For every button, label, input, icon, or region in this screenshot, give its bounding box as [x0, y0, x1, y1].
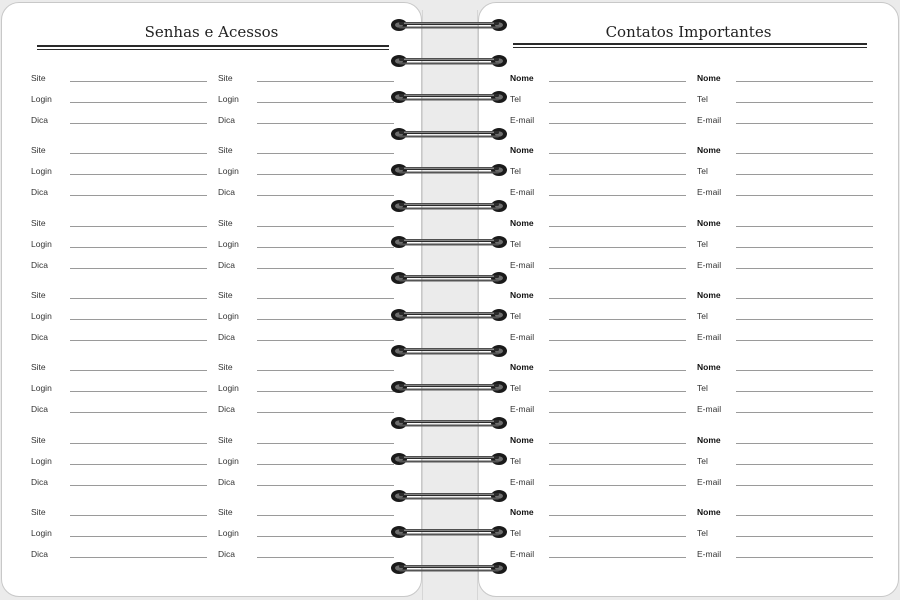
right-page: [478, 2, 899, 597]
field-login[interactable]: [31, 307, 207, 321]
field-site[interactable]: [218, 286, 394, 300]
write-line[interactable]: [70, 515, 207, 516]
field-label: Login: [31, 527, 52, 538]
binder-ring-icon: [390, 525, 508, 539]
write-line[interactable]: [70, 536, 207, 537]
field-nome[interactable]: [510, 503, 686, 517]
field-login[interactable]: [218, 235, 394, 249]
field-label: Nome: [510, 73, 534, 83]
field-label: Login: [218, 310, 239, 321]
field-tel[interactable]: [510, 379, 686, 393]
write-line[interactable]: [70, 102, 207, 103]
write-line[interactable]: [257, 464, 394, 465]
binder-ring-icon: [390, 489, 508, 503]
field-label: E-mail: [697, 259, 722, 270]
binder-ring-icon: [390, 90, 508, 104]
field-login[interactable]: [218, 162, 394, 176]
write-line[interactable]: [549, 319, 686, 320]
write-line[interactable]: [257, 443, 394, 444]
field-label: E-mail: [697, 331, 722, 342]
field-label: Nome: [510, 145, 534, 156]
write-line[interactable]: [736, 226, 873, 227]
write-line[interactable]: [736, 340, 873, 341]
write-line[interactable]: [736, 268, 873, 269]
write-line[interactable]: [257, 536, 394, 537]
write-line[interactable]: [257, 174, 394, 175]
field-label: Nome: [510, 217, 534, 228]
field-dica[interactable]: [218, 183, 394, 197]
write-line[interactable]: [70, 195, 207, 196]
field-label: Site: [31, 73, 46, 83]
field-nome[interactable]: [697, 141, 873, 155]
write-line[interactable]: [736, 81, 873, 82]
field-label: Tel: [510, 310, 521, 321]
field-label: Tel: [510, 238, 521, 249]
field-nome[interactable]: [697, 69, 873, 83]
field-label: E-mail: [697, 115, 722, 125]
field-label: E-mail: [510, 115, 535, 125]
field-email[interactable]: [697, 473, 873, 487]
field-email[interactable]: [510, 328, 686, 342]
field-site[interactable]: [31, 214, 207, 228]
write-line[interactable]: [736, 557, 873, 558]
binder-ring-icon: [390, 380, 508, 394]
field-tel[interactable]: [697, 379, 873, 393]
write-line[interactable]: [70, 391, 207, 392]
field-tel[interactable]: [510, 235, 686, 249]
field-dica[interactable]: [31, 545, 207, 559]
write-line[interactable]: [257, 412, 394, 413]
field-tel[interactable]: [510, 452, 686, 466]
write-line[interactable]: [70, 464, 207, 465]
write-line[interactable]: [549, 123, 686, 124]
write-line[interactable]: [549, 81, 686, 82]
write-line[interactable]: [736, 485, 873, 486]
field-site[interactable]: [218, 141, 394, 155]
field-email[interactable]: [697, 328, 873, 342]
field-label: Site: [218, 145, 233, 156]
write-line[interactable]: [70, 340, 207, 341]
field-label: Login: [218, 238, 239, 249]
field-label: Tel: [697, 527, 708, 538]
field-login[interactable]: [218, 452, 394, 466]
write-line[interactable]: [257, 340, 394, 341]
field-login[interactable]: [218, 90, 394, 104]
write-line[interactable]: [257, 485, 394, 486]
right-page-title: Contatos Importantes: [605, 23, 772, 41]
field-label: E-mail: [510, 404, 535, 415]
write-line[interactable]: [257, 319, 394, 320]
field-tel[interactable]: [697, 452, 873, 466]
binder-ring-icon: [390, 235, 508, 249]
binder-ring-icon: [390, 54, 508, 68]
left-page-title: Senhas e Acessos: [144, 23, 279, 41]
write-line[interactable]: [257, 123, 394, 124]
write-line[interactable]: [549, 391, 686, 392]
field-label: Dica: [31, 404, 49, 415]
write-line[interactable]: [70, 370, 207, 371]
write-line[interactable]: [549, 268, 686, 269]
field-label: Nome: [697, 145, 721, 156]
write-line[interactable]: [549, 174, 686, 175]
field-site[interactable]: [31, 69, 207, 83]
field-dica[interactable]: [31, 111, 207, 125]
field-label: Site: [218, 506, 233, 517]
write-line[interactable]: [549, 298, 686, 299]
write-line[interactable]: [736, 515, 873, 516]
field-label: Site: [31, 145, 46, 156]
field-site[interactable]: [31, 141, 207, 155]
write-line[interactable]: [736, 370, 873, 371]
field-site[interactable]: [31, 358, 207, 372]
write-line[interactable]: [736, 536, 873, 537]
field-label: Login: [218, 94, 239, 104]
field-tel[interactable]: [510, 307, 686, 321]
field-label: Site: [218, 73, 233, 83]
write-line[interactable]: [257, 102, 394, 103]
binder-ring-icon: [390, 127, 508, 141]
field-site[interactable]: [218, 503, 394, 517]
field-label: Login: [31, 455, 52, 466]
write-line[interactable]: [70, 443, 207, 444]
field-email[interactable]: [697, 183, 873, 197]
binder-ring-icon: [390, 18, 508, 32]
write-line[interactable]: [70, 412, 207, 413]
field-label: Dica: [31, 548, 49, 559]
field-tel[interactable]: [697, 235, 873, 249]
field-tel[interactable]: [510, 524, 686, 538]
field-login[interactable]: [31, 90, 207, 104]
right-title-rule: [513, 43, 867, 48]
field-nome[interactable]: [697, 503, 873, 517]
field-nome[interactable]: [510, 431, 686, 445]
field-label: Nome: [697, 289, 721, 300]
left-page: [1, 2, 422, 597]
write-line[interactable]: [257, 391, 394, 392]
write-line[interactable]: [70, 268, 207, 269]
write-line[interactable]: [70, 319, 207, 320]
field-email[interactable]: [697, 400, 873, 414]
field-label: E-mail: [697, 187, 722, 198]
write-line[interactable]: [549, 557, 686, 558]
write-line[interactable]: [549, 153, 686, 154]
write-line[interactable]: [549, 102, 686, 103]
field-email[interactable]: [510, 256, 686, 270]
field-label: Login: [31, 383, 52, 394]
write-line[interactable]: [549, 536, 686, 537]
field-label: Login: [218, 383, 239, 394]
field-label: Dica: [218, 259, 236, 270]
write-line[interactable]: [257, 247, 394, 248]
field-label: E-mail: [697, 404, 722, 415]
field-label: Nome: [510, 362, 534, 373]
field-nome[interactable]: [697, 214, 873, 228]
field-email[interactable]: [697, 111, 873, 125]
binder-ring-icon: [390, 416, 508, 430]
field-label: Site: [31, 217, 46, 228]
field-label: E-mail: [510, 476, 535, 487]
field-site[interactable]: [218, 431, 394, 445]
write-line[interactable]: [257, 195, 394, 196]
field-label: Nome: [697, 434, 721, 445]
field-site[interactable]: [218, 214, 394, 228]
field-login[interactable]: [218, 524, 394, 538]
write-line[interactable]: [736, 443, 873, 444]
write-line[interactable]: [549, 485, 686, 486]
field-label: Tel: [697, 310, 708, 321]
field-label: Nome: [697, 362, 721, 373]
field-label: Nome: [510, 506, 534, 517]
field-tel[interactable]: [510, 90, 686, 104]
field-dica[interactable]: [218, 545, 394, 559]
field-dica[interactable]: [31, 328, 207, 342]
binder-ring-icon: [390, 561, 508, 575]
field-label: Dica: [218, 187, 236, 198]
field-label: Dica: [218, 548, 236, 559]
write-line[interactable]: [70, 81, 207, 82]
field-label: Login: [31, 94, 52, 104]
field-label: Dica: [218, 476, 236, 487]
field-label: E-mail: [510, 548, 535, 559]
field-site[interactable]: [31, 286, 207, 300]
field-email[interactable]: [510, 111, 686, 125]
field-label: Login: [31, 238, 52, 249]
write-line[interactable]: [257, 268, 394, 269]
field-label: Login: [218, 455, 239, 466]
field-tel[interactable]: [697, 90, 873, 104]
field-label: Tel: [510, 455, 521, 466]
field-tel[interactable]: [697, 307, 873, 321]
write-line[interactable]: [549, 412, 686, 413]
binder-ring-icon: [390, 271, 508, 285]
field-label: Login: [218, 166, 239, 177]
write-line[interactable]: [736, 123, 873, 124]
field-label: Site: [31, 434, 46, 445]
binder-ring-icon: [390, 308, 508, 322]
field-label: Tel: [697, 94, 708, 104]
field-dica[interactable]: [218, 256, 394, 270]
field-dica[interactable]: [31, 183, 207, 197]
field-label: Tel: [510, 527, 521, 538]
field-label: Dica: [31, 115, 49, 125]
write-line[interactable]: [736, 195, 873, 196]
write-line[interactable]: [736, 247, 873, 248]
field-label: Tel: [697, 383, 708, 394]
field-label: Dica: [31, 476, 49, 487]
write-line[interactable]: [257, 153, 394, 154]
write-line[interactable]: [257, 370, 394, 371]
field-label: Site: [218, 289, 233, 300]
field-label: Site: [31, 289, 46, 300]
field-label: Site: [218, 362, 233, 373]
field-nome[interactable]: [697, 358, 873, 372]
field-label: Dica: [218, 404, 236, 415]
write-line[interactable]: [736, 412, 873, 413]
write-line[interactable]: [257, 226, 394, 227]
write-line[interactable]: [549, 515, 686, 516]
field-label: Nome: [697, 73, 721, 83]
write-line[interactable]: [70, 247, 207, 248]
write-line[interactable]: [549, 443, 686, 444]
field-label: E-mail: [510, 187, 535, 198]
write-line[interactable]: [549, 464, 686, 465]
field-label: Site: [31, 362, 46, 373]
field-label: Nome: [510, 434, 534, 445]
field-tel[interactable]: [697, 524, 873, 538]
field-site[interactable]: [218, 358, 394, 372]
field-email[interactable]: [510, 473, 686, 487]
field-label: Nome: [697, 217, 721, 228]
write-line[interactable]: [736, 391, 873, 392]
field-email[interactable]: [510, 400, 686, 414]
field-email[interactable]: [697, 256, 873, 270]
field-login[interactable]: [31, 452, 207, 466]
write-line[interactable]: [70, 298, 207, 299]
field-label: Dica: [31, 187, 49, 198]
field-label: Dica: [218, 115, 236, 125]
field-label: Login: [31, 166, 52, 177]
field-email[interactable]: [510, 183, 686, 197]
field-label: Nome: [510, 289, 534, 300]
field-label: E-mail: [697, 548, 722, 559]
write-line[interactable]: [736, 174, 873, 175]
field-label: Site: [31, 506, 46, 517]
field-nome[interactable]: [697, 431, 873, 445]
field-dica[interactable]: [31, 256, 207, 270]
field-label: Tel: [510, 383, 521, 394]
write-line[interactable]: [257, 557, 394, 558]
field-label: Tel: [697, 166, 708, 177]
write-line[interactable]: [736, 298, 873, 299]
field-dica[interactable]: [218, 328, 394, 342]
field-site[interactable]: [31, 503, 207, 517]
write-line[interactable]: [549, 370, 686, 371]
field-site[interactable]: [218, 69, 394, 83]
field-label: Tel: [510, 94, 521, 104]
write-line[interactable]: [70, 153, 207, 154]
write-line[interactable]: [70, 226, 207, 227]
write-line[interactable]: [257, 515, 394, 516]
field-login[interactable]: [31, 235, 207, 249]
field-label: Login: [218, 527, 239, 538]
binder-ring-icon: [390, 163, 508, 177]
field-login[interactable]: [31, 379, 207, 393]
field-label: Dica: [218, 331, 236, 342]
field-label: Site: [218, 217, 233, 228]
write-line[interactable]: [736, 153, 873, 154]
write-line[interactable]: [736, 464, 873, 465]
write-line[interactable]: [549, 247, 686, 248]
field-email[interactable]: [697, 545, 873, 559]
field-label: Tel: [697, 455, 708, 466]
field-label: Tel: [510, 166, 521, 177]
field-label: Tel: [697, 238, 708, 249]
field-dica[interactable]: [31, 400, 207, 414]
field-dica[interactable]: [218, 111, 394, 125]
field-dica[interactable]: [31, 473, 207, 487]
field-login[interactable]: [218, 379, 394, 393]
write-line[interactable]: [257, 81, 394, 82]
field-nome[interactable]: [510, 358, 686, 372]
binder-ring-icon: [390, 199, 508, 213]
field-site[interactable]: [31, 431, 207, 445]
field-dica[interactable]: [218, 400, 394, 414]
field-label: E-mail: [510, 331, 535, 342]
field-label: Login: [31, 310, 52, 321]
left-title-rule: [37, 45, 389, 50]
write-line[interactable]: [70, 557, 207, 558]
field-nome[interactable]: [510, 141, 686, 155]
write-line[interactable]: [257, 298, 394, 299]
write-line[interactable]: [70, 174, 207, 175]
field-nome[interactable]: [697, 286, 873, 300]
write-line[interactable]: [549, 226, 686, 227]
binder-ring-icon: [390, 344, 508, 358]
write-line[interactable]: [549, 195, 686, 196]
field-tel[interactable]: [697, 162, 873, 176]
write-line[interactable]: [70, 123, 207, 124]
field-login[interactable]: [31, 524, 207, 538]
field-dica[interactable]: [218, 473, 394, 487]
field-nome[interactable]: [510, 69, 686, 83]
field-tel[interactable]: [510, 162, 686, 176]
write-line[interactable]: [736, 319, 873, 320]
binder-ring-icon: [390, 452, 508, 466]
field-label: Dica: [31, 331, 49, 342]
field-login[interactable]: [31, 162, 207, 176]
field-email[interactable]: [510, 545, 686, 559]
write-line[interactable]: [549, 340, 686, 341]
field-label: Dica: [31, 259, 49, 270]
write-line[interactable]: [736, 102, 873, 103]
field-login[interactable]: [218, 307, 394, 321]
field-label: Nome: [697, 506, 721, 517]
field-label: E-mail: [510, 259, 535, 270]
field-nome[interactable]: [510, 214, 686, 228]
field-label: E-mail: [697, 476, 722, 487]
field-nome[interactable]: [510, 286, 686, 300]
field-label: Site: [218, 434, 233, 445]
write-line[interactable]: [70, 485, 207, 486]
